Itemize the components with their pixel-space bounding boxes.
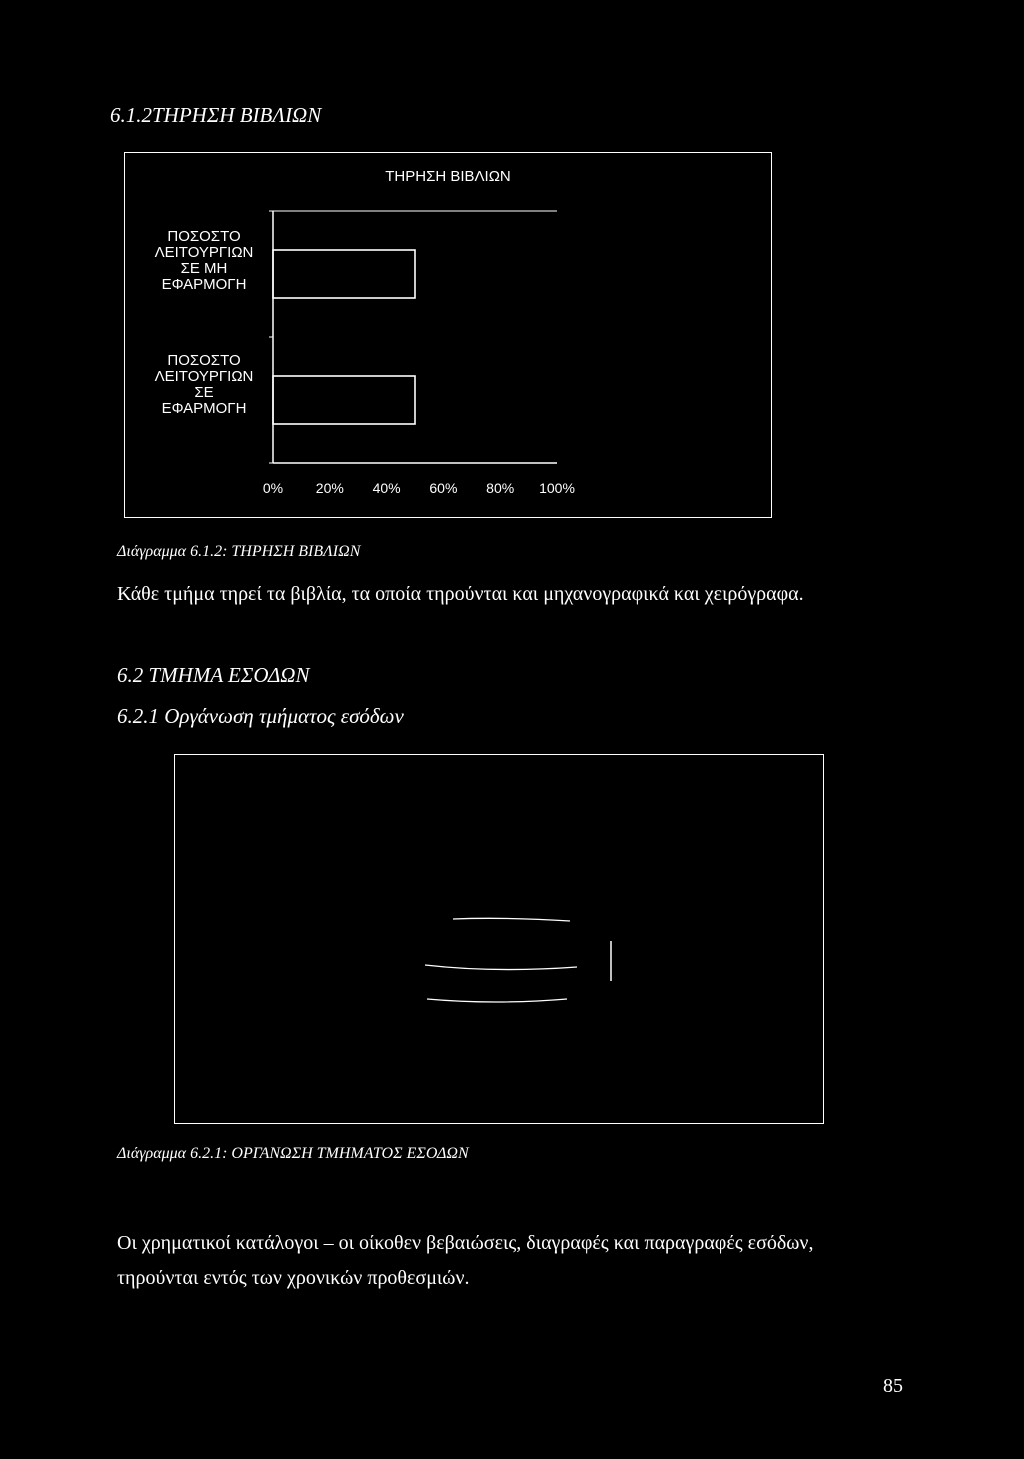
category-label-line: ΠΟΣΟΣΤΟ <box>167 228 241 245</box>
chart-plot-area <box>125 153 773 519</box>
category-label-line: ΕΦΑΡΜΟΓΗ <box>161 400 247 417</box>
org-diagram-drawing <box>175 755 825 1125</box>
category-label-line: ΣΕ ΜΗ <box>180 260 228 277</box>
category-label-line: ΠΟΣΟΣΤΟ <box>167 352 241 369</box>
chart-title: ΤΗΡΗΣΗ ΒΙΒΛΙΩΝ <box>385 168 511 185</box>
caption-chart-2: Διάγραμμα 6.2.1: ΟΡΓΑΝΩΣΗ ΤΜΗΜΑΤΟΣ ΕΣΟΔΩΝ <box>117 1145 469 1162</box>
diagram-line <box>425 965 577 970</box>
bar-chart-books <box>124 152 772 518</box>
org-diagram-revenue <box>174 754 824 1124</box>
bar <box>273 250 415 298</box>
x-tick-label: 60% <box>429 480 458 496</box>
paragraph-catalogues-line2: τηρούνται εντός των χρονικών προθεσμιών. <box>117 1267 470 1289</box>
category-label-line: ΛΕΙΤΟΥΡΓΙΩΝ <box>154 244 254 261</box>
x-tick-label: 20% <box>315 480 344 496</box>
section-heading-6-2: 6.2 ΤΜΗΜΑ ΕΣΟΔΩΝ <box>117 663 310 687</box>
section-heading-6-1-2: 6.1.2ΤΗΡΗΣΗ ΒΙΒΛΙΩΝ <box>110 103 322 127</box>
bar <box>273 376 415 424</box>
diagram-line <box>453 918 570 921</box>
x-tick-label: 80% <box>486 480 515 496</box>
page-number: 85 <box>883 1375 903 1397</box>
paragraph-books: Κάθε τμήμα τηρεί τα βιβλία, τα οποία τηρούνται και μηχανογραφικά και χειρόγραφα. <box>117 583 804 605</box>
x-tick-label: 0% <box>262 480 284 496</box>
subsection-heading-6-2-1: 6.2.1 Οργάνωση τμήματος εσόδων <box>117 704 404 728</box>
x-tick-label: 100% <box>539 480 575 496</box>
x-tick-label: 40% <box>372 480 401 496</box>
caption-chart-1: Διάγραμμα 6.1.2: ΤΗΡΗΣΗ ΒΙΒΛΙΩΝ <box>117 543 361 560</box>
category-label-line: ΣΕ <box>194 384 214 401</box>
category-label-line: ΕΦΑΡΜΟΓΗ <box>161 276 247 293</box>
paragraph-catalogues-line1: Οι χρηματικοί κατάλογοι – οι οίκοθεν βεβαιώσεις, διαγραφές και παραγραφές εσόδων, <box>117 1232 814 1254</box>
category-label-line: ΛΕΙΤΟΥΡΓΙΩΝ <box>154 368 254 385</box>
diagram-line <box>427 999 567 1002</box>
